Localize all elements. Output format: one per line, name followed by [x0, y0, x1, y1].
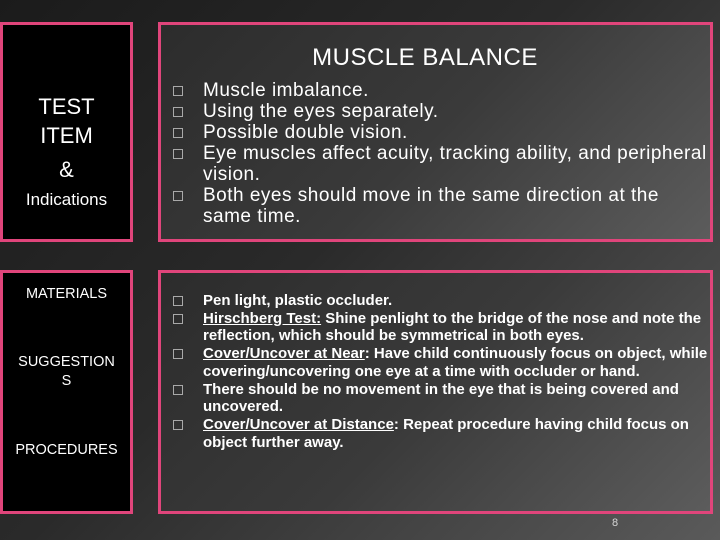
list-item-text: Shine penlight to the bridge of the nose and note the reflection, which should be symmetrical in both eyes. [203, 309, 702, 345]
checkbox-bullet-icon [173, 86, 183, 96]
indications-label: Indications [25, 190, 108, 209]
checkbox-bullet-icon [173, 385, 183, 395]
list-item [173, 122, 708, 143]
checkbox-bullet-icon [173, 296, 183, 306]
list-item-text: Using the eyes separately. [203, 101, 439, 122]
checkbox-bullet-icon [173, 314, 183, 324]
checkbox-bullet-icon [173, 128, 183, 138]
test-label: TEST [38, 94, 95, 119]
materials-panel [0, 270, 133, 514]
checkbox-bullet-icon [173, 191, 183, 201]
suggestions-label-line1: SUGGESTION [18, 354, 115, 370]
cover-uncover-near-heading: Cover/Uncover at Near [203, 345, 365, 363]
list-item-text: Possible double vision. [203, 122, 408, 143]
list-item [173, 416, 708, 451]
suggestions-label-line2: S [61, 373, 72, 389]
page-number: 8 [612, 517, 619, 529]
procedures-label: PROCEDURES [15, 442, 118, 458]
list-item-text: There should be no movement in the eye that is being covered and uncovered. [203, 380, 679, 416]
list-item [173, 381, 708, 416]
indications-list [173, 80, 708, 227]
list-item [173, 345, 708, 380]
checkbox-bullet-icon [173, 349, 183, 359]
hirschberg-test-heading: Hirschberg Test: [203, 309, 322, 327]
list-item-text: Muscle imbalance. [203, 80, 369, 101]
slide-title: MUSCLE BALANCE [312, 44, 538, 71]
list-item-text: : Have child continuously focus on object, while covering/uncovering one eye at a time with occluder or hand. [203, 345, 708, 380]
ampersand-label: & [59, 157, 74, 182]
materials-label: MATERIALS [25, 286, 108, 302]
checkbox-bullet-icon [173, 420, 183, 430]
list-item [173, 80, 708, 101]
list-item-text: : Repeat procedure having child focus on object further away. [203, 415, 689, 451]
list-item [173, 143, 708, 185]
list-item-text: Both eyes should move in the same direction at the same time. [203, 185, 659, 227]
list-item [173, 101, 708, 122]
list-item [173, 310, 708, 345]
list-item [173, 185, 708, 227]
list-item-text: Eye muscles affect acuity, tracking ability, and peripheral vision. [203, 143, 707, 185]
checkbox-bullet-icon [173, 149, 183, 159]
procedures-list [173, 292, 708, 451]
list-item-text: Pen light, plastic occluder. [203, 292, 393, 309]
item-label: ITEM [40, 123, 93, 148]
cover-uncover-distance-heading: Cover/Uncover at Distance [203, 415, 394, 433]
list-item [173, 292, 708, 310]
checkbox-bullet-icon [173, 107, 183, 117]
